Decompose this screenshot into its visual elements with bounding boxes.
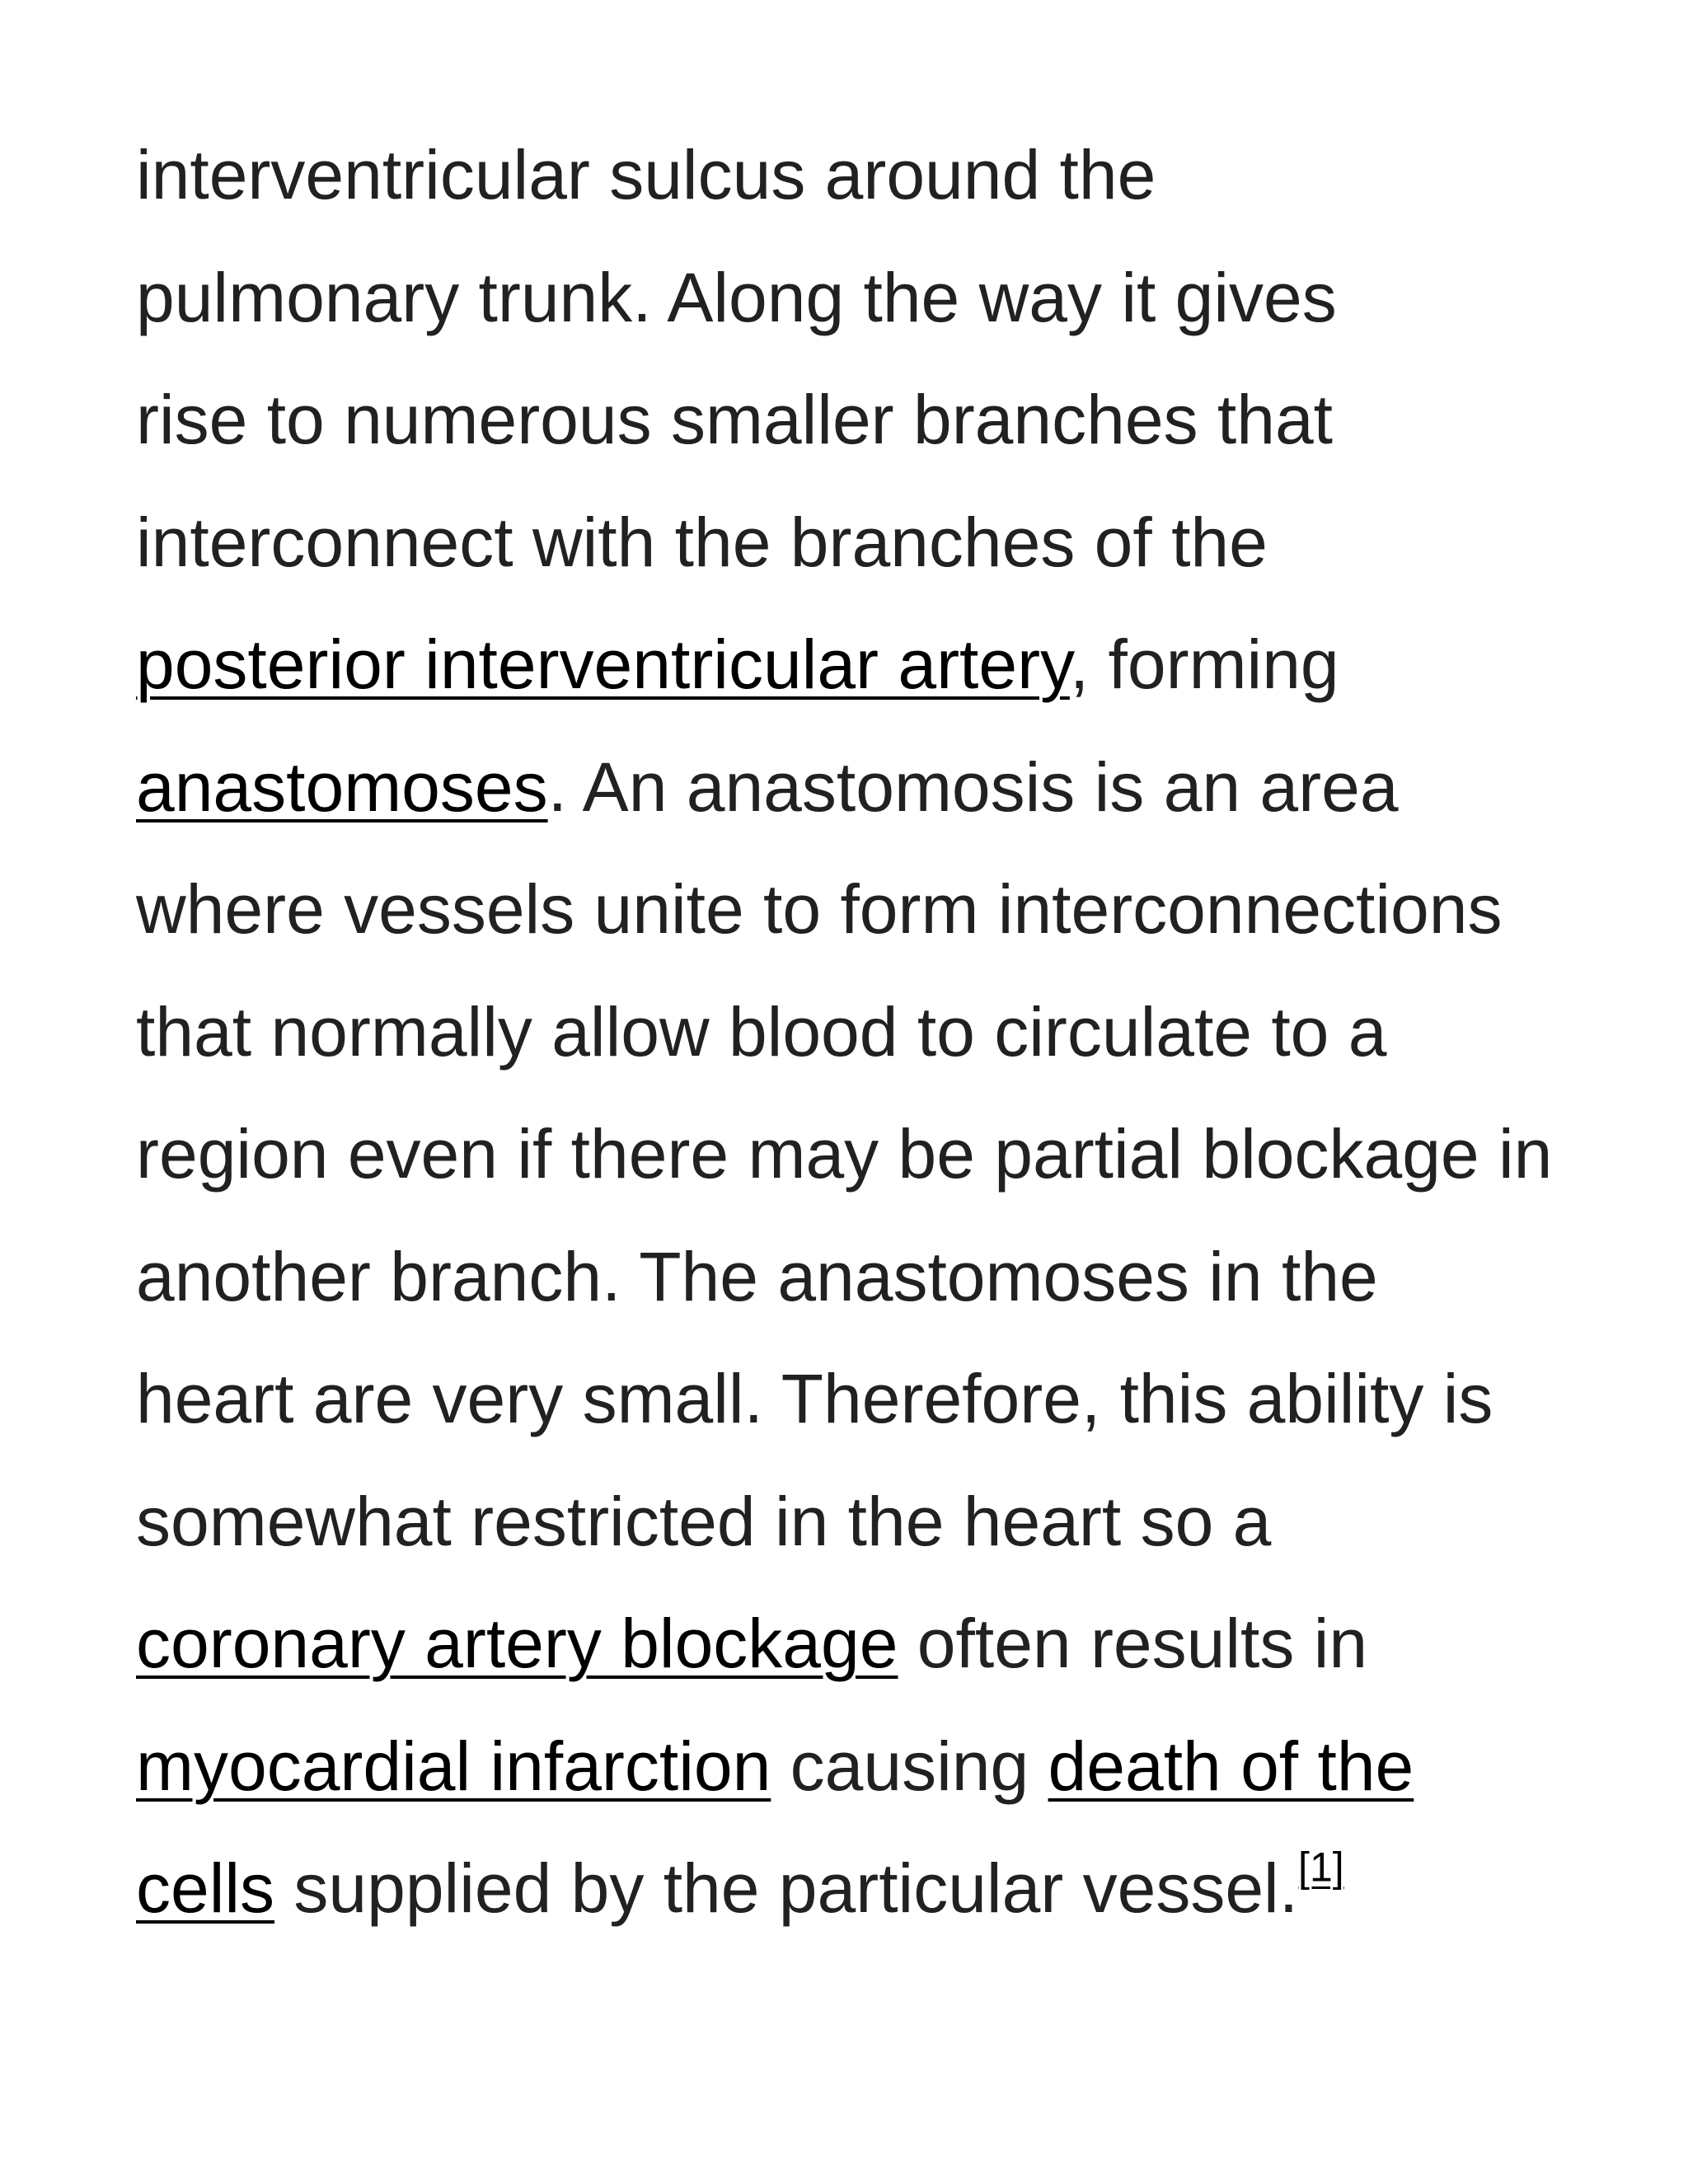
- text-main: . An anastomosis is an area where vessels unite to form interconnections that normally allow blood to circulate to a region even if there may be partial blockage in another branch. The anastomoses in the heart are very small. Therefore, this ability is somewhat restricted in the heart so a: [136, 748, 1553, 1560]
- text-forming: , forming: [1069, 626, 1339, 703]
- link-myocardial-infarction[interactable]: myocardial infarction: [136, 1727, 771, 1805]
- text-often: often results in: [917, 1605, 1368, 1682]
- text-line-1: interventricular sulcus around the: [136, 136, 1156, 213]
- article-body: [136, 114, 1554, 1950]
- citation-link[interactable]: [1]: [1298, 1844, 1344, 1891]
- link-death-of-the-cells[interactable]: death of the cells: [136, 1727, 1414, 1927]
- link-posterior-interventricular-artery[interactable]: posterior interventricular artery: [136, 626, 1070, 703]
- text-line-2: pulmonary trunk. Along the way it gives: [136, 258, 1337, 336]
- link-anastomoses[interactable]: anastomoses: [136, 748, 548, 826]
- link-coronary-artery-blockage[interactable]: coronary artery blockage: [136, 1605, 898, 1682]
- text-line-4: interconnect with the branches of the: [136, 503, 1268, 581]
- paragraph: [136, 114, 1554, 1950]
- text-line-3: rise to numerous smaller branches that: [136, 381, 1333, 458]
- text-causing: causing: [790, 1727, 1029, 1805]
- citation-marker: [1298, 1844, 1344, 1891]
- text-supplied: supplied by the particular vessel.: [293, 1849, 1299, 1927]
